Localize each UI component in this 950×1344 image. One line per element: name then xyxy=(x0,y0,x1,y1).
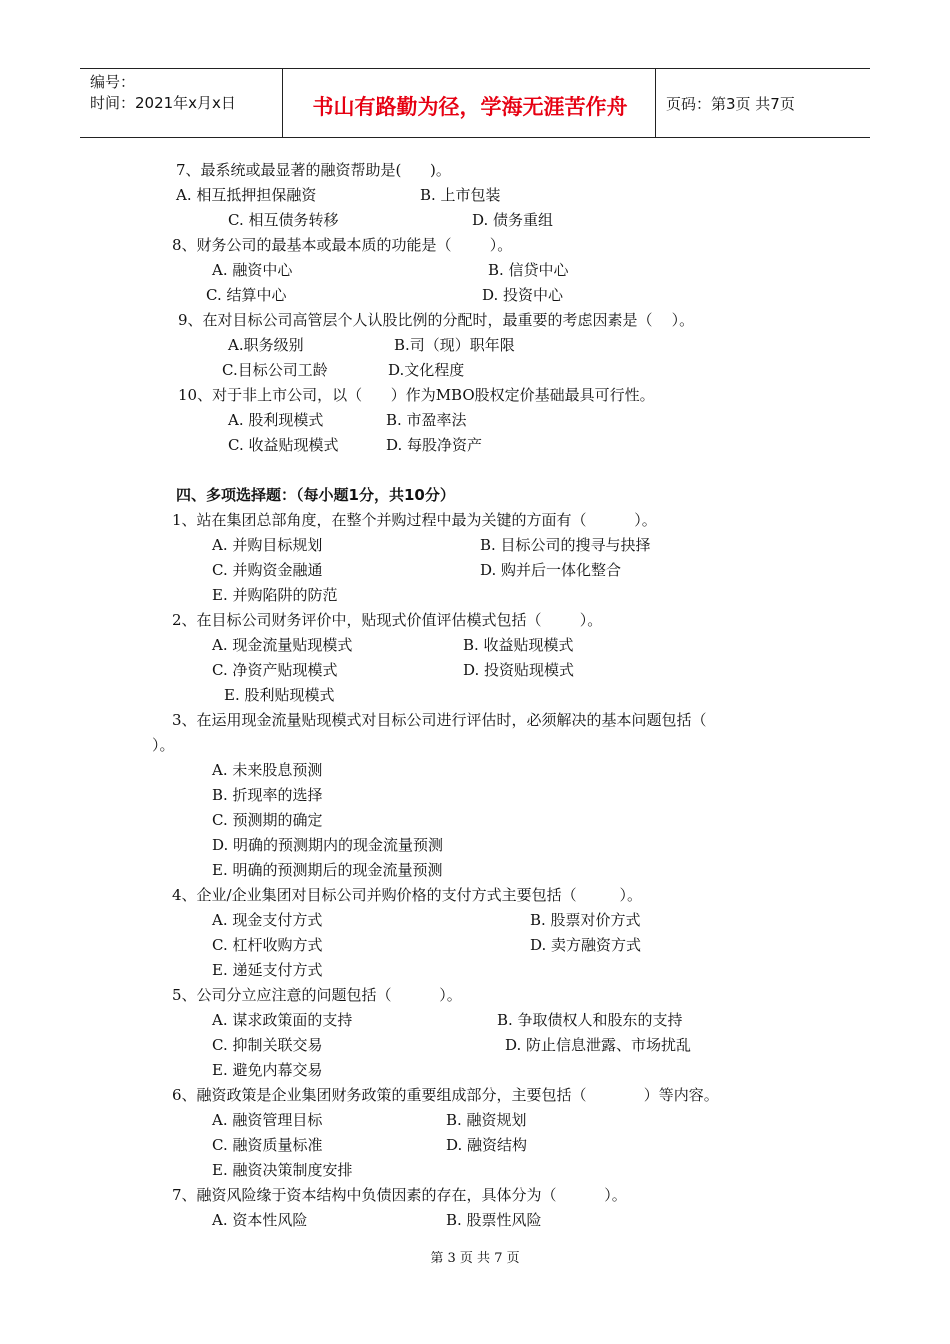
option: B. 信贷中心 xyxy=(488,261,569,279)
option: D. 投资贴现模式 xyxy=(463,661,575,679)
question-stem: 8、财务公司的最基本或最本质的功能是（ ）。 xyxy=(172,236,513,254)
option: A. 资本性风险 xyxy=(212,1211,308,1229)
question-stem: 2、在目标公司财务评价中，贴现式价值评估模式包括（ ）。 xyxy=(172,611,603,629)
option: A. 谋求政策面的支持 xyxy=(212,1011,353,1029)
option: B. 收益贴现模式 xyxy=(463,636,574,654)
option: A.职务级别 xyxy=(228,336,304,354)
section-title: 四、多项选择题：（每小题1分，共10分） xyxy=(176,486,455,504)
option: B. 股票性风险 xyxy=(446,1211,542,1229)
option: C. 相互债务转移 xyxy=(228,211,339,229)
option: C.目标公司工龄 xyxy=(222,361,328,379)
option: D. 明确的预测期内的现金流量预测 xyxy=(212,836,444,854)
question-stem: 7、融资风险缘于资本结构中负债因素的存在，具体分为（ ）。 xyxy=(172,1186,627,1204)
option: B. 市盈率法 xyxy=(386,411,467,429)
question-stem: 1、站在集团总部角度，在整个并购过程中最为关键的方面有（ ）。 xyxy=(172,511,657,529)
header-divider xyxy=(282,69,283,137)
option: B. 折现率的选择 xyxy=(212,786,323,804)
option: C. 并购资金融通 xyxy=(212,561,323,579)
option: B. 股票对价方式 xyxy=(530,911,641,929)
question-stem: 4、企业/企业集团对目标公司并购价格的支付方式主要包括（ ）。 xyxy=(172,886,643,904)
option: A. 股利现模式 xyxy=(228,411,324,429)
option: D. 防止信息泄露、市场扰乱 xyxy=(505,1036,692,1054)
option: C. 预测期的确定 xyxy=(212,811,323,829)
option: A. 相互抵押担保融资 xyxy=(176,186,317,204)
header-page-number: 页码：第3页 共7页 xyxy=(666,95,795,113)
option: D.文化程度 xyxy=(388,361,465,379)
option: E. 明确的预测期后的现金流量预测 xyxy=(212,861,443,879)
option: B. 目标公司的搜寻与抉择 xyxy=(480,536,651,554)
option: C. 抑制关联交易 xyxy=(212,1036,323,1054)
option: B. 融资规划 xyxy=(446,1111,527,1129)
page-header xyxy=(80,68,870,138)
question-stem: 6、融资政策是企业集团财务政策的重要组成部分，主要包括（ ）等内容。 xyxy=(172,1086,719,1104)
header-left xyxy=(90,72,236,114)
option: D. 投资中心 xyxy=(482,286,564,304)
option: D. 卖方融资方式 xyxy=(530,936,642,954)
option: C. 结算中心 xyxy=(206,286,287,304)
question-stem: 7、最系统或最显著的融资帮助是( )。 xyxy=(176,161,451,179)
doc-date-label: 时间：2021年x月x日 xyxy=(90,94,236,112)
question-stem: 3、在运用现金流量贴现模式对目标公司进行评估时，必须解决的基本问题包括（ xyxy=(172,711,707,729)
question-stem: 5、公司分立应注意的问题包括（ ）。 xyxy=(172,986,462,1004)
doc-number-label: 编号： xyxy=(90,73,136,91)
option: A. 未来股息预测 xyxy=(212,761,323,779)
option: E. 避免内幕交易 xyxy=(212,1061,323,1079)
question-stem-continued: ）。 xyxy=(152,736,175,754)
option: D. 购并后一体化整合 xyxy=(480,561,622,579)
option: C. 融资质量标准 xyxy=(212,1136,323,1154)
option: B. 争取债权人和股东的支持 xyxy=(497,1011,683,1029)
option: A. 现金流量贴现模式 xyxy=(212,636,353,654)
question-stem: 10、对于非上市公司，以（ ）作为MBO股权定价基础最具可行性。 xyxy=(178,386,655,404)
option: B.司（现）职年限 xyxy=(394,336,515,354)
option: E. 融资决策制度安排 xyxy=(212,1161,353,1179)
option: E. 股利贴现模式 xyxy=(224,686,335,704)
option: D. 债务重组 xyxy=(472,211,554,229)
option: C. 收益贴现模式 xyxy=(228,436,339,454)
option: B. 上市包装 xyxy=(420,186,501,204)
option: E. 并购陷阱的防范 xyxy=(212,586,338,604)
option: A. 融资管理目标 xyxy=(212,1111,323,1129)
option: D. 每股净资产 xyxy=(386,436,483,454)
option: C. 杠杆收购方式 xyxy=(212,936,323,954)
header-divider xyxy=(655,69,656,137)
option: E. 递延支付方式 xyxy=(212,961,323,979)
option: A. 并购目标规划 xyxy=(212,536,323,554)
question-stem: 9、在对目标公司高管层个人认股比例的分配时，最重要的考虑因素是（ ）。 xyxy=(178,311,695,329)
header-motto: 书山有路勤为径，学海无涯苦作舟 xyxy=(312,95,628,119)
option: C. 净资产贴现模式 xyxy=(212,661,338,679)
option: A. 现金支付方式 xyxy=(212,911,323,929)
option: A. 融资中心 xyxy=(212,261,293,279)
page-footer: 第 3 页 共 7 页 xyxy=(430,1251,520,1266)
option: D. 融资结构 xyxy=(446,1136,528,1154)
